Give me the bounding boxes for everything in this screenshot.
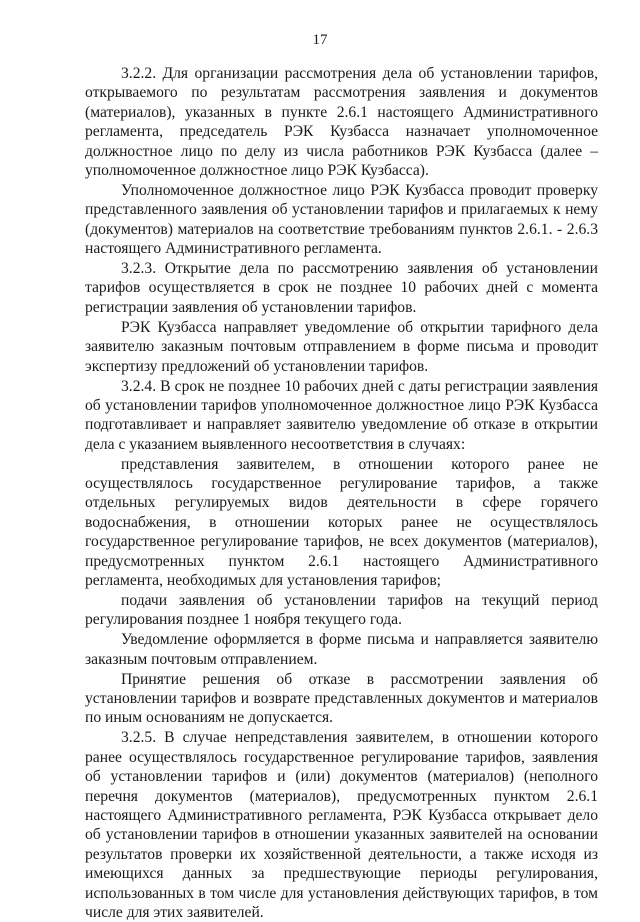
paragraph-verification: Уполномоченное должностное лицо РЭК Кузбасса проводит проверку представленного заявления об установлении тарифов и прилагаемых к нему (документов) материалов на соответствие требованиям пунктов 2.6.1. - 2.6.3 настоящего Административного регламента. (85, 181, 598, 258)
paragraph-3-2-2: 3.2.2. Для организации рассмотрения дела об установлении тарифов, открываемого по результатам рассмотрения заявления и документов (материалов), указанных в пункте 2.6.1 настоящего Административного регламента, председатель РЭК Кузбасса назначает уполномоченное должностное лицо по делу из числа работников РЭК Кузбасса (далее – уполномоченное должностное лицо РЭК Кузбасса). (85, 65, 598, 180)
paragraph-case-late-submission: подачи заявления об установлении тарифов на текущий период регулирования позднее 1 ноября текущего года. (85, 591, 598, 629)
paragraph-3-2-4: 3.2.4. В срок не позднее 10 рабочих дней с даты регистрации заявления об установлении тарифов уполномоченное должностное лицо РЭК Кузбасса подготавливает и направляет заявителю уведомление об отказе в открытии дела с указанием выявленного несоответствия в случаях: (85, 377, 598, 453)
paragraph-3-2-5: 3.2.5. В случае непредставления заявителем, в отношении которого ранее осуществлялось государственное регулирование тарифов, заявления об установлении тарифов и (или) документов (материалов) (неполного перечня документов (материалов), предусмотренных пунктом 2.6.1 настоящего Административного регламента, РЭК Кузбасса открывает дело об установлении тарифов в отношении указанных заявителей на основании результатов проверки их хозяйственной деятельности, а также исходя из имеющихся данных за предшествующие периоды регулирования, использованных в том числе для установления действующих тарифов, в том числе для этих заявителей. (85, 729, 598, 921)
paragraph-no-other-refusal: Принятие решения об отказе в рассмотрении заявления об установлении тарифов и возврате представленных документов и материалов по иным основаниям не допускается. (85, 670, 598, 727)
paragraph-case-incomplete-documents: представления заявителем, в отношении которого ранее не осуществлялось государственное регулирование тарифов, а также отдельных регулируемых видов деятельности в сфере горячего водоснабжения, в отношении которых ранее не осуществлялось государственное регулирование тарифов, не всех документов (материалов), предусмотренных пунктом 2.6.1 настоящего Административного регламента, необходимых для установления тарифов; (85, 455, 598, 590)
paragraph-letter-form: Уведомление оформляется в форме письма и направляется заявителю заказным почтовым отправлением. (85, 631, 598, 668)
paragraph-3-2-3: 3.2.3. Открытие дела по рассмотрению заявления об установлении тарифов осуществляется в срок не позднее 10 рабочих дней с момента регистрации заявления об установлении тарифов. (85, 260, 598, 316)
page-number: 17 (312, 32, 328, 48)
document-body (85, 64, 598, 922)
paragraph-notification: РЭК Кузбасса направляет уведомление об открытии тарифного дела заявителю заказным почтовым отправлением в форме письма и проводит экспертизу предложений об установлении тарифов. (85, 318, 598, 375)
